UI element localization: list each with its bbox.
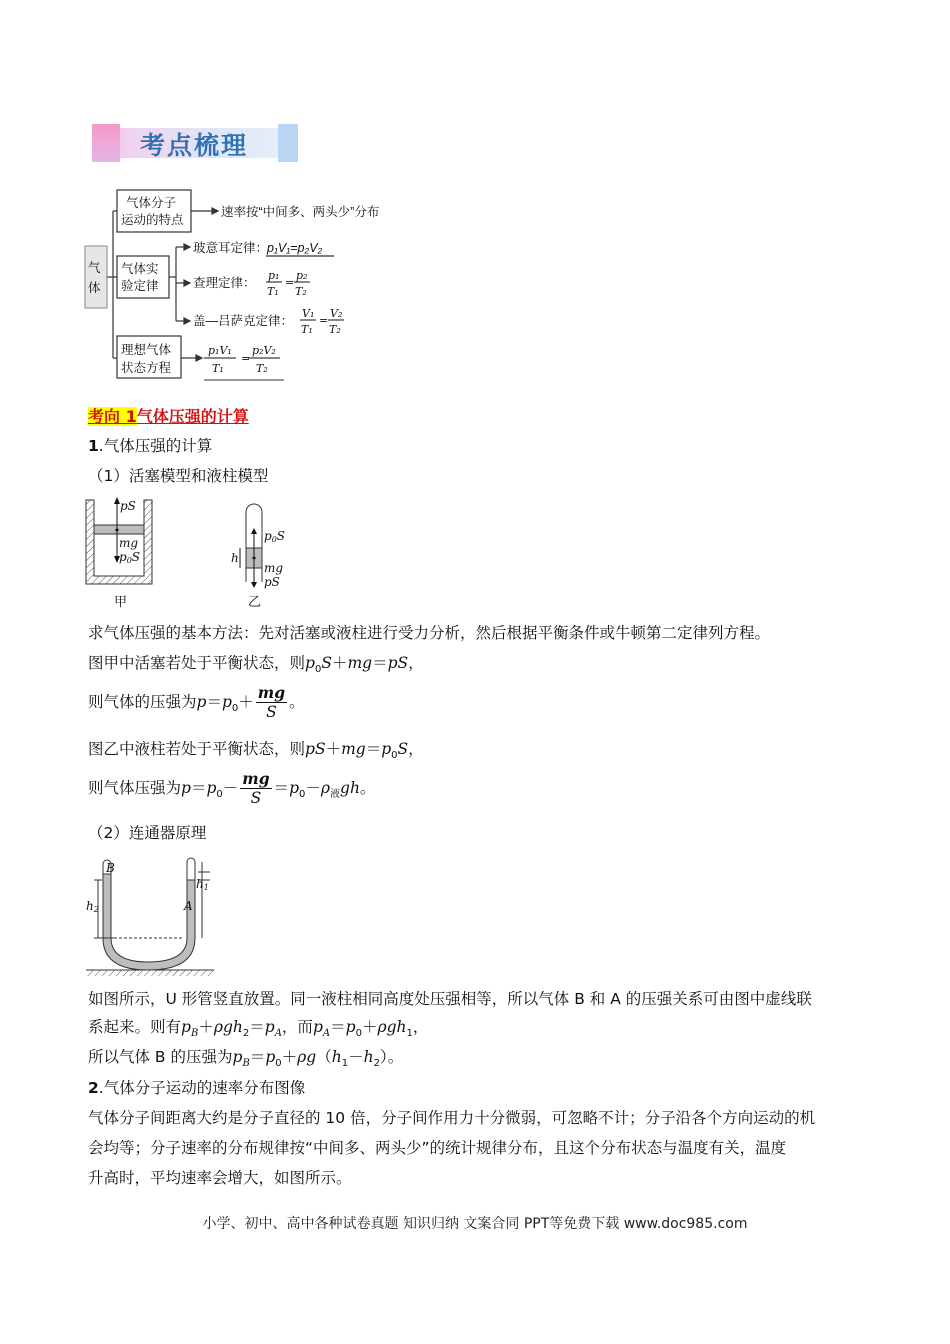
node3-line2: 状态方程 bbox=[121, 361, 172, 375]
law-gaylussac-label: 盖—吕萨克定律： bbox=[193, 314, 294, 328]
svg-text:T₁: T₁ bbox=[212, 362, 224, 375]
figure-label-jia: 甲 bbox=[114, 594, 128, 609]
para-u2: 系起来。则有$p_B+\rho gh_2=p_A$，而$p_A=p_0+\rho gh_1$， bbox=[88, 1018, 429, 1040]
section-title: 气体压强的计算 bbox=[136, 407, 249, 426]
svg-text:=: = bbox=[241, 352, 251, 365]
figure-label-yi: 乙 bbox=[248, 594, 262, 609]
node1-result: 速率按“中间多、两头少”分布 bbox=[221, 205, 380, 219]
para-dist3: 升高时，平均速率会增大，如图所示。 bbox=[88, 1169, 352, 1187]
heading-1-text: .气体压强的计算 bbox=[98, 437, 213, 455]
node3-line1: 理想气体 bbox=[121, 343, 172, 357]
mindmap-root-char2: 体 bbox=[88, 281, 101, 295]
banner-title: 考点梳理 bbox=[140, 131, 249, 160]
heading-2-text: .气体分子运动的速率分布图像 bbox=[98, 1079, 306, 1097]
svg-text:V₂: V₂ bbox=[330, 307, 343, 320]
node1-line1: 气体分子 bbox=[126, 196, 177, 210]
para-u2-text: 系起来。则有 bbox=[88, 1018, 182, 1036]
svg-text:p₁V₁: p₁V₁ bbox=[208, 344, 232, 357]
svg-text:A: A bbox=[184, 899, 193, 913]
section-banner bbox=[92, 124, 307, 162]
svg-text:T₂: T₂ bbox=[256, 362, 268, 375]
section-prefix: 考向 1 bbox=[88, 407, 137, 426]
heading-1 bbox=[88, 433, 212, 459]
svg-text:pS: pS bbox=[264, 575, 280, 589]
node2-line2: 验定律 bbox=[121, 279, 159, 293]
para-dist2: 会均等；分子速率的分布规律按“中间多、两头少”的统计规律分布，且这个分布状态与温度有关，温度 bbox=[88, 1139, 787, 1157]
svg-text:pS: pS bbox=[120, 499, 136, 513]
para-method: 求气体压强的基本方法：先对活塞或液柱进行受力分析，然后根据平衡条件或牛顿第二定律列方程。 bbox=[88, 624, 771, 642]
svg-text:h2: h2 bbox=[86, 899, 99, 914]
svg-text:p₂V₂: p₂V₂ bbox=[252, 344, 276, 357]
para-b2: 则气体压强为$p=p_0-$ $\frac{mg}{S}$ $=p_0-\rho_液gh$。 bbox=[88, 769, 376, 807]
svg-text:mg: mg bbox=[119, 536, 139, 550]
fraction-mg-over-s: $\frac{mg}{S}$ bbox=[257, 683, 286, 721]
law-charles-label: 查理定律： bbox=[193, 276, 256, 290]
svg-text:h1: h1 bbox=[196, 877, 209, 892]
section-heading bbox=[88, 404, 249, 427]
para-u1: 如图所示，U 形管竖直放置。同一液柱相同高度处压强相等，所以气体 B 和 A 的压强关系可由图中虚线联 bbox=[88, 990, 812, 1008]
svg-text:h: h bbox=[231, 551, 239, 565]
svg-text:p₂: p₂ bbox=[296, 269, 308, 282]
page-footer: 小学、初中、高中各种试卷真题 知识归纳 文案合同 PPT等免费下载 www.doc985.com bbox=[202, 1216, 748, 1232]
u-tube-figure bbox=[84, 852, 224, 978]
subheading-2: （2）连通器原理 bbox=[88, 824, 207, 842]
law-boyle-formula: p₁V₁=p₂V₂ bbox=[267, 241, 323, 255]
law-boyle-label: 玻意耳定律： bbox=[193, 241, 269, 255]
node1-line2: 运动的特点 bbox=[121, 213, 184, 227]
banner-right-block bbox=[278, 124, 298, 162]
svg-text:B: B bbox=[106, 861, 115, 875]
heading-2-num: 2 bbox=[88, 1079, 99, 1097]
svg-text:mg: mg bbox=[264, 561, 284, 575]
para-a2: 则气体的压强为$p=p_0+$ $\frac{mg}{S}$ 。 bbox=[88, 683, 305, 721]
svg-text:p0S: p0S bbox=[119, 550, 141, 565]
subheading-1: （1）活塞模型和液柱模型 bbox=[88, 467, 269, 485]
para-a1: 图甲中活塞若处于平衡状态，则$p_0S+mg=pS$， bbox=[88, 654, 424, 676]
svg-text:=: = bbox=[319, 314, 329, 327]
para-b2-text: 则气体压强为 bbox=[88, 779, 182, 797]
piston-liquid-figure bbox=[84, 492, 304, 612]
mindmap-root-char1: 气 bbox=[88, 261, 101, 275]
concept-mindmap bbox=[84, 186, 424, 386]
para-a2-text: 则气体的压强为 bbox=[88, 693, 197, 711]
para-u3-text: 所以气体 B 的压强为 bbox=[88, 1048, 233, 1066]
para-u2b-text: ，而 bbox=[281, 1018, 313, 1036]
node2-line1: 气体实 bbox=[121, 262, 159, 276]
banner-left-block bbox=[92, 124, 120, 162]
svg-text:T₁: T₁ bbox=[267, 285, 279, 298]
para-u3: 所以气体 B 的压强为$p_B=p_0+\rho g(h_1-h_2)$。 bbox=[88, 1048, 404, 1070]
para-b1-text: 图乙中液柱若处于平衡状态，则 bbox=[88, 740, 306, 758]
svg-text:T₂: T₂ bbox=[329, 323, 341, 336]
svg-text:T₂: T₂ bbox=[295, 285, 307, 298]
svg-text:T₁: T₁ bbox=[301, 323, 313, 336]
svg-text:V₁: V₁ bbox=[302, 307, 315, 320]
para-b1: 图乙中液柱若处于平衡状态，则$pS+mg=p_0S$， bbox=[88, 740, 424, 762]
fraction-mg-over-s-2: $\frac{mg}{S}$ bbox=[242, 769, 270, 807]
heading-2 bbox=[88, 1075, 305, 1101]
para-a1-text: 图甲中活塞若处于平衡状态，则 bbox=[88, 654, 306, 672]
svg-text:p0S: p0S bbox=[264, 529, 286, 544]
para-dist1: 气体分子间距离大约是分子直径的 10 倍，分子间作用力十分微弱，可忽略不计；分子沿各个方向运动的机 bbox=[88, 1109, 816, 1127]
svg-text:p₁: p₁ bbox=[268, 269, 280, 282]
heading-1-num: 1 bbox=[88, 437, 99, 455]
svg-text:=: = bbox=[285, 276, 295, 289]
